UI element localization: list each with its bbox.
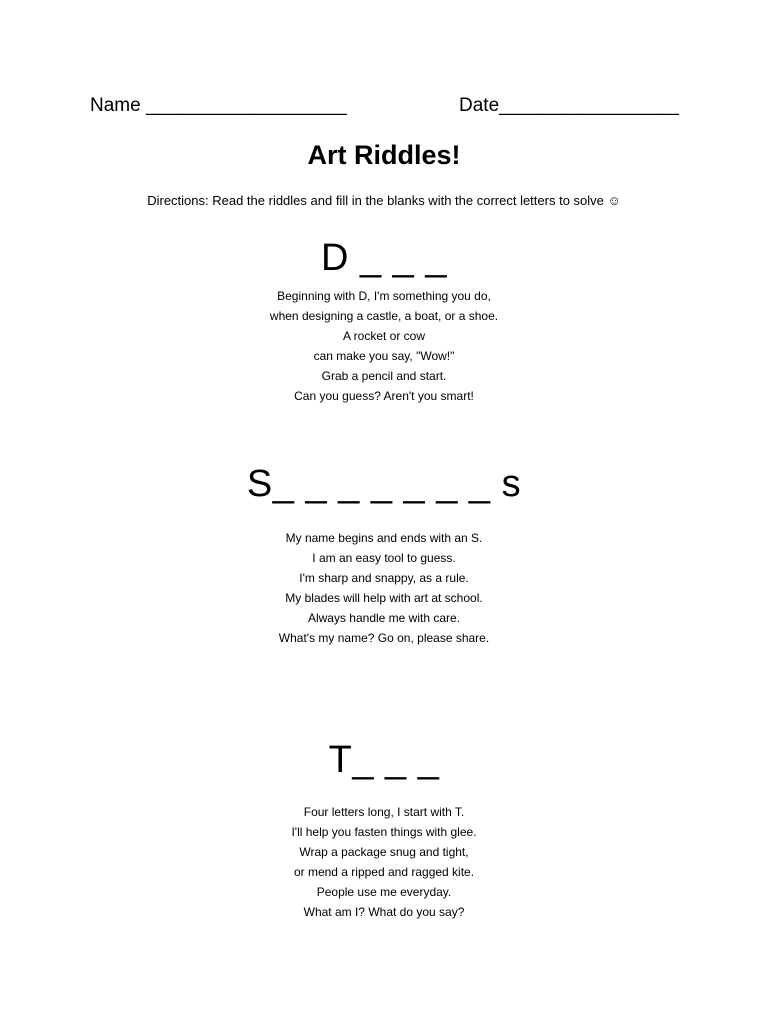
riddle-text	[0, 802, 768, 922]
riddle-text	[0, 528, 768, 648]
riddle-line: Always handle me with care.	[307, 611, 461, 625]
riddle-text	[0, 286, 768, 406]
directions-text: Directions: Read the riddles and fill in the blanks with the correct letters to solve ☺	[147, 193, 621, 208]
riddle-line: What's my name? Go on, please share.	[278, 631, 490, 645]
riddle-answer-blanks[interactable]: S_ _ _ _ _ _ _ s	[246, 463, 522, 505]
page-title: Art Riddles!	[307, 140, 461, 170]
riddle-line: when designing a castle, a boat, or a shoe.	[269, 309, 499, 323]
riddle-line: Beginning with D, I'm something you do,	[277, 289, 491, 303]
date-field[interactable]: Date_________________	[459, 95, 679, 116]
riddle-tape	[0, 738, 768, 922]
riddle-line: Grab a pencil and start.	[321, 369, 447, 383]
riddle-line: What am I? What do you say?	[303, 905, 465, 919]
riddle-line: Four letters long, I start with T.	[303, 805, 465, 819]
riddle-answer-blanks[interactable]: D _ _ _	[320, 237, 448, 279]
riddle-line: My blades will help with art at school.	[285, 591, 483, 605]
riddle-line: I'll help you fasten things with glee.	[291, 825, 477, 839]
riddle-line: can make you say, "Wow!"	[313, 349, 455, 363]
riddle-line: A rocket or cow	[342, 329, 426, 343]
riddle-draw	[0, 236, 768, 406]
riddle-line: I am an easy tool to guess.	[312, 551, 456, 565]
riddle-line: My name begins and ends with an S.	[285, 531, 483, 545]
riddle-line: Can you guess? Aren't you smart!	[294, 389, 474, 403]
riddle-line: Wrap a package snug and tight,	[299, 845, 469, 859]
name-field[interactable]: Name ___________________	[90, 95, 347, 116]
riddle-line: I'm sharp and snappy, as a rule.	[299, 571, 469, 585]
riddle-scissors	[0, 462, 768, 648]
riddle-line: or mend a ripped and ragged kite.	[293, 865, 475, 879]
riddle-line: People use me everyday.	[316, 885, 452, 899]
riddle-answer-blanks[interactable]: T_ _ _	[328, 739, 440, 781]
